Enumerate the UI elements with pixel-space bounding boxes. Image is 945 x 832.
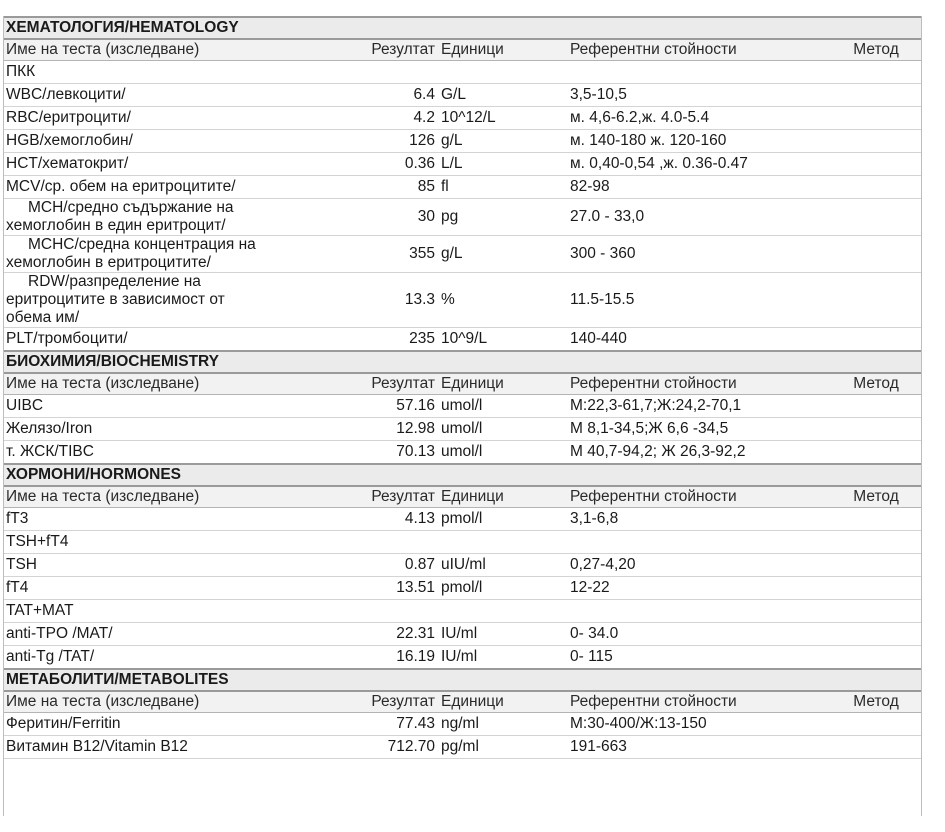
test-name: HGB/хемоглобин/ — [3, 130, 356, 153]
test-reference: 3,5-10,5 — [567, 84, 830, 107]
test-unit: pg — [438, 199, 567, 236]
col-units-header: Единици — [438, 691, 567, 713]
col-units-header: Единици — [438, 486, 567, 508]
table-row — [3, 418, 922, 441]
test-result: 77.43 — [356, 713, 438, 736]
test-name-line: хемоглобин в един еритроцит/ — [6, 217, 226, 234]
table-row — [3, 441, 922, 465]
table-row — [3, 623, 922, 646]
test-method — [830, 236, 922, 273]
col-name-header: Име на теста (изследване) — [3, 486, 356, 508]
col-result-header: Резултат — [356, 486, 438, 508]
test-result: 235 — [356, 328, 438, 352]
col-name-header: Име на теста (изследване) — [3, 691, 356, 713]
test-method — [830, 646, 922, 670]
test-reference: 191-663 — [567, 736, 830, 759]
test-name: UIBC — [3, 395, 356, 418]
section-title: БИОХИМИЯ/BIOCHEMISTRY — [3, 351, 922, 373]
test-name: MCV/ср. обем на еритроцитите/ — [3, 176, 356, 199]
test-unit: umol/l — [438, 418, 567, 441]
col-name-header: Име на теста (изследване) — [3, 39, 356, 61]
test-result: 0.87 — [356, 554, 438, 577]
test-result: 57.16 — [356, 395, 438, 418]
test-name: anti-Tg /TAT/ — [3, 646, 356, 670]
section-header-hematology — [3, 17, 922, 39]
table-row — [3, 273, 922, 328]
test-result: 13.3 — [356, 273, 438, 328]
col-method-header: Метод — [830, 373, 922, 395]
col-method-header: Метод — [830, 39, 922, 61]
test-name-line: еритроцитите в зависимост от — [6, 291, 225, 308]
test-unit: pg/ml — [438, 736, 567, 759]
test-reference: 0,27-4,20 — [567, 554, 830, 577]
table-row — [3, 176, 922, 199]
section-header-biochemistry — [3, 351, 922, 373]
test-reference: м. 140-180 ж. 120-160 — [567, 130, 830, 153]
test-name: RBC/еритроцити/ — [3, 107, 356, 130]
test-method — [830, 623, 922, 646]
test-result: 355 — [356, 236, 438, 273]
test-unit: fl — [438, 176, 567, 199]
test-reference: 140-440 — [567, 328, 830, 352]
column-header-row — [3, 691, 922, 713]
test-result: 70.13 — [356, 441, 438, 465]
test-result: 12.98 — [356, 418, 438, 441]
table-row — [3, 130, 922, 153]
test-reference: 27.0 - 33,0 — [567, 199, 830, 236]
test-reference: м. 0,40-0,54 ,ж. 0.36-0.47 — [567, 153, 830, 176]
test-unit: % — [438, 273, 567, 328]
test-name-line: MCH/средно съдържание на — [28, 199, 234, 216]
test-method — [830, 395, 922, 418]
test-name: Феритин/Ferritin — [3, 713, 356, 736]
test-name — [3, 273, 356, 328]
test-reference: 12-22 — [567, 577, 830, 600]
table-row — [3, 577, 922, 600]
test-result: 4.2 — [356, 107, 438, 130]
test-name — [3, 199, 356, 236]
section-title: ХЕМАТОЛОГИЯ/HEMATOLOGY — [3, 17, 922, 39]
test-unit: uIU/ml — [438, 554, 567, 577]
test-reference: 300 - 360 — [567, 236, 830, 273]
test-unit: pmol/l — [438, 577, 567, 600]
test-unit: umol/l — [438, 395, 567, 418]
test-reference: м. 4,6-6.2,ж. 4.0-5.4 — [567, 107, 830, 130]
test-method — [830, 554, 922, 577]
test-unit: umol/l — [438, 441, 567, 465]
table-row — [3, 107, 922, 130]
group-label: TSH+fT4 — [3, 531, 922, 554]
test-name — [3, 236, 356, 273]
test-method — [830, 328, 922, 352]
col-result-header: Резултат — [356, 373, 438, 395]
section-title: ХОРМОНИ/HORMONES — [3, 464, 922, 486]
test-name: anti-TPO /MAT/ — [3, 623, 356, 646]
test-unit: L/L — [438, 153, 567, 176]
test-result: 22.31 — [356, 623, 438, 646]
test-reference: M 40,7-94,2; Ж 26,3-92,2 — [567, 441, 830, 465]
test-unit: IU/ml — [438, 623, 567, 646]
col-result-header: Резултат — [356, 691, 438, 713]
test-method — [830, 84, 922, 107]
test-name: WBC/левкоцити/ — [3, 84, 356, 107]
test-reference: M:22,3-61,7;Ж:24,2-70,1 — [567, 395, 830, 418]
col-reference-header: Референтни стойности — [567, 373, 830, 395]
table-row — [3, 554, 922, 577]
test-method — [830, 153, 922, 176]
test-method — [830, 418, 922, 441]
lab-results-table — [3, 16, 922, 759]
test-result: 16.19 — [356, 646, 438, 670]
column-header-row — [3, 39, 922, 61]
section-title: МЕТАБОЛИТИ/METABOLITES — [3, 669, 922, 691]
test-method — [830, 713, 922, 736]
group-label: ПКК — [3, 61, 922, 84]
test-reference: M:30-400/Ж:13-150 — [567, 713, 830, 736]
test-name-line: MCHC/средна концентрация на — [28, 236, 256, 253]
table-row — [3, 199, 922, 236]
test-unit: pmol/l — [438, 508, 567, 531]
test-unit: G/L — [438, 84, 567, 107]
table-row — [3, 328, 922, 352]
table-row — [3, 236, 922, 273]
test-unit: 10^9/L — [438, 328, 567, 352]
test-method — [830, 273, 922, 328]
test-result: 0.36 — [356, 153, 438, 176]
table-row — [3, 508, 922, 531]
test-name: PLT/тромбоцити/ — [3, 328, 356, 352]
column-header-row — [3, 486, 922, 508]
test-reference: 3,1-6,8 — [567, 508, 830, 531]
table-row — [3, 736, 922, 759]
test-method — [830, 107, 922, 130]
test-method — [830, 199, 922, 236]
test-name: Желязо/Iron — [3, 418, 356, 441]
test-method — [830, 130, 922, 153]
group-row-pkk — [3, 61, 922, 84]
test-unit: 10^12/L — [438, 107, 567, 130]
col-name-header: Име на теста (изследване) — [3, 373, 356, 395]
test-unit: g/L — [438, 130, 567, 153]
col-units-header: Единици — [438, 39, 567, 61]
col-method-header: Метод — [830, 691, 922, 713]
test-method — [830, 441, 922, 465]
col-units-header: Единици — [438, 373, 567, 395]
section-header-hormones — [3, 464, 922, 486]
test-unit: g/L — [438, 236, 567, 273]
test-result: 6.4 — [356, 84, 438, 107]
test-result: 13.51 — [356, 577, 438, 600]
test-name-line: хемоглобин в еритроцитите/ — [6, 254, 211, 271]
col-reference-header: Референтни стойности — [567, 691, 830, 713]
test-name-line: обема им/ — [6, 309, 80, 326]
test-name: Витамин B12/Vitamin B12 — [3, 736, 356, 759]
table-row — [3, 646, 922, 670]
test-result: 30 — [356, 199, 438, 236]
col-result-header: Резултат — [356, 39, 438, 61]
test-method — [830, 577, 922, 600]
col-reference-header: Референтни стойности — [567, 486, 830, 508]
group-row-tat-mat — [3, 600, 922, 623]
test-name: fT4 — [3, 577, 356, 600]
table-row — [3, 713, 922, 736]
test-name: т. ЖСК/TIBC — [3, 441, 356, 465]
test-method — [830, 736, 922, 759]
test-reference: 0- 115 — [567, 646, 830, 670]
table-row — [3, 395, 922, 418]
col-reference-header: Референтни стойности — [567, 39, 830, 61]
test-result: 712.70 — [356, 736, 438, 759]
test-name-line: RDW/разпределение на — [28, 273, 201, 290]
test-result: 85 — [356, 176, 438, 199]
section-header-metabolites — [3, 669, 922, 691]
test-method — [830, 508, 922, 531]
test-name: HCT/хематокрит/ — [3, 153, 356, 176]
test-unit: ng/ml — [438, 713, 567, 736]
table-row — [3, 153, 922, 176]
table-row — [3, 84, 922, 107]
test-reference: 0- 34.0 — [567, 623, 830, 646]
group-label: TAT+MAT — [3, 600, 922, 623]
column-header-row — [3, 373, 922, 395]
test-method — [830, 176, 922, 199]
test-name: TSH — [3, 554, 356, 577]
test-result: 4.13 — [356, 508, 438, 531]
test-unit: IU/ml — [438, 646, 567, 670]
col-method-header: Метод — [830, 486, 922, 508]
group-row-tsh-ft4 — [3, 531, 922, 554]
test-reference: 82-98 — [567, 176, 830, 199]
test-result: 126 — [356, 130, 438, 153]
test-reference: M 8,1-34,5;Ж 6,6 -34,5 — [567, 418, 830, 441]
test-reference: 11.5-15.5 — [567, 273, 830, 328]
test-name: fT3 — [3, 508, 356, 531]
